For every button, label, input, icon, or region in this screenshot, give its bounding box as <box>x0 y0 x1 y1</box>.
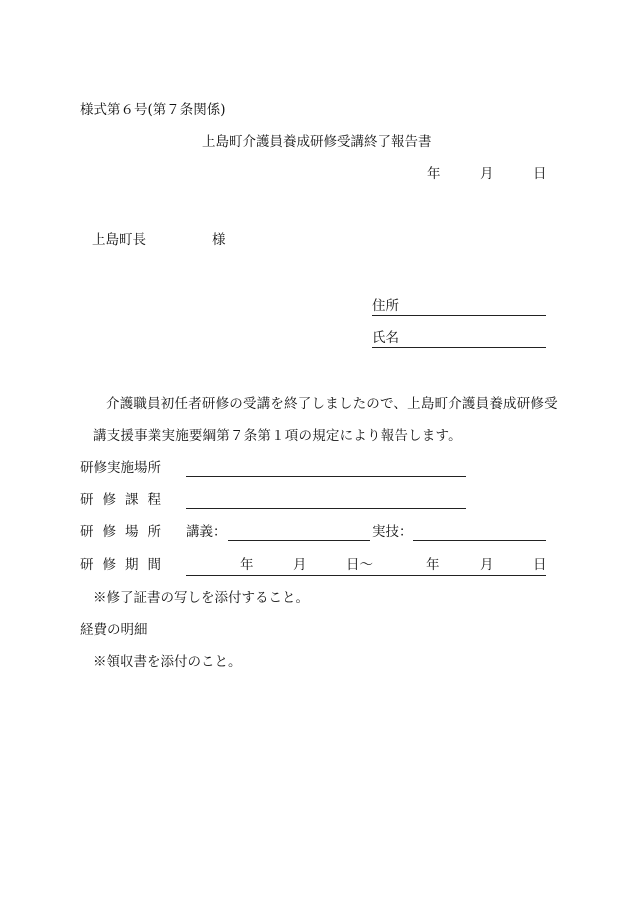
name-line <box>372 347 546 348</box>
address-line <box>372 315 546 316</box>
period-end-day: 日 <box>533 557 547 573</box>
receipt-note: ※領収書を添付のこと。 <box>93 654 242 670</box>
period-start-year: 年 <box>240 557 254 573</box>
document-title: 上島町介護員養成研修受講終了報告書 <box>202 134 432 150</box>
date-month-label: 月 <box>480 166 494 182</box>
date-day-label: 日 <box>533 166 547 182</box>
venue-line <box>186 476 466 477</box>
address-label: 住所 <box>372 298 399 314</box>
period-start-month: 月 <box>293 557 307 573</box>
certificate-note: ※修了証書の写しを添付すること。 <box>93 590 309 606</box>
addressee-honorific: 様 <box>212 232 226 248</box>
date-year-label: 年 <box>427 166 441 182</box>
period-line <box>186 557 546 576</box>
body-text-line2: 講支援事業実施要綱第７条第１項の規定により報告します。 <box>93 428 462 444</box>
location-label: 研修場所 <box>80 524 170 540</box>
form-number: 様式第６号(第７条関係) <box>80 102 226 118</box>
expense-heading: 経費の明細 <box>80 622 148 638</box>
lecture-line <box>228 540 370 541</box>
name-label: 氏名 <box>372 330 399 346</box>
period-end-month: 月 <box>480 557 494 573</box>
period-start-day: 日～ <box>346 557 373 573</box>
addressee-name: 上島町長 <box>92 232 146 248</box>
period-end-year: 年 <box>426 557 440 573</box>
course-label: 研修課程 <box>80 492 170 508</box>
period-label: 研修期間 <box>80 557 170 573</box>
practical-label: 実技： <box>372 524 413 540</box>
course-line <box>186 508 466 509</box>
body-text-line1: 介護職員初任者研修の受講を終了しましたので、上島町介護員養成研修受 <box>106 396 558 412</box>
venue-label: 研修実施場所 <box>80 460 161 476</box>
lecture-label: 講義： <box>186 524 227 540</box>
practical-line <box>413 540 546 541</box>
